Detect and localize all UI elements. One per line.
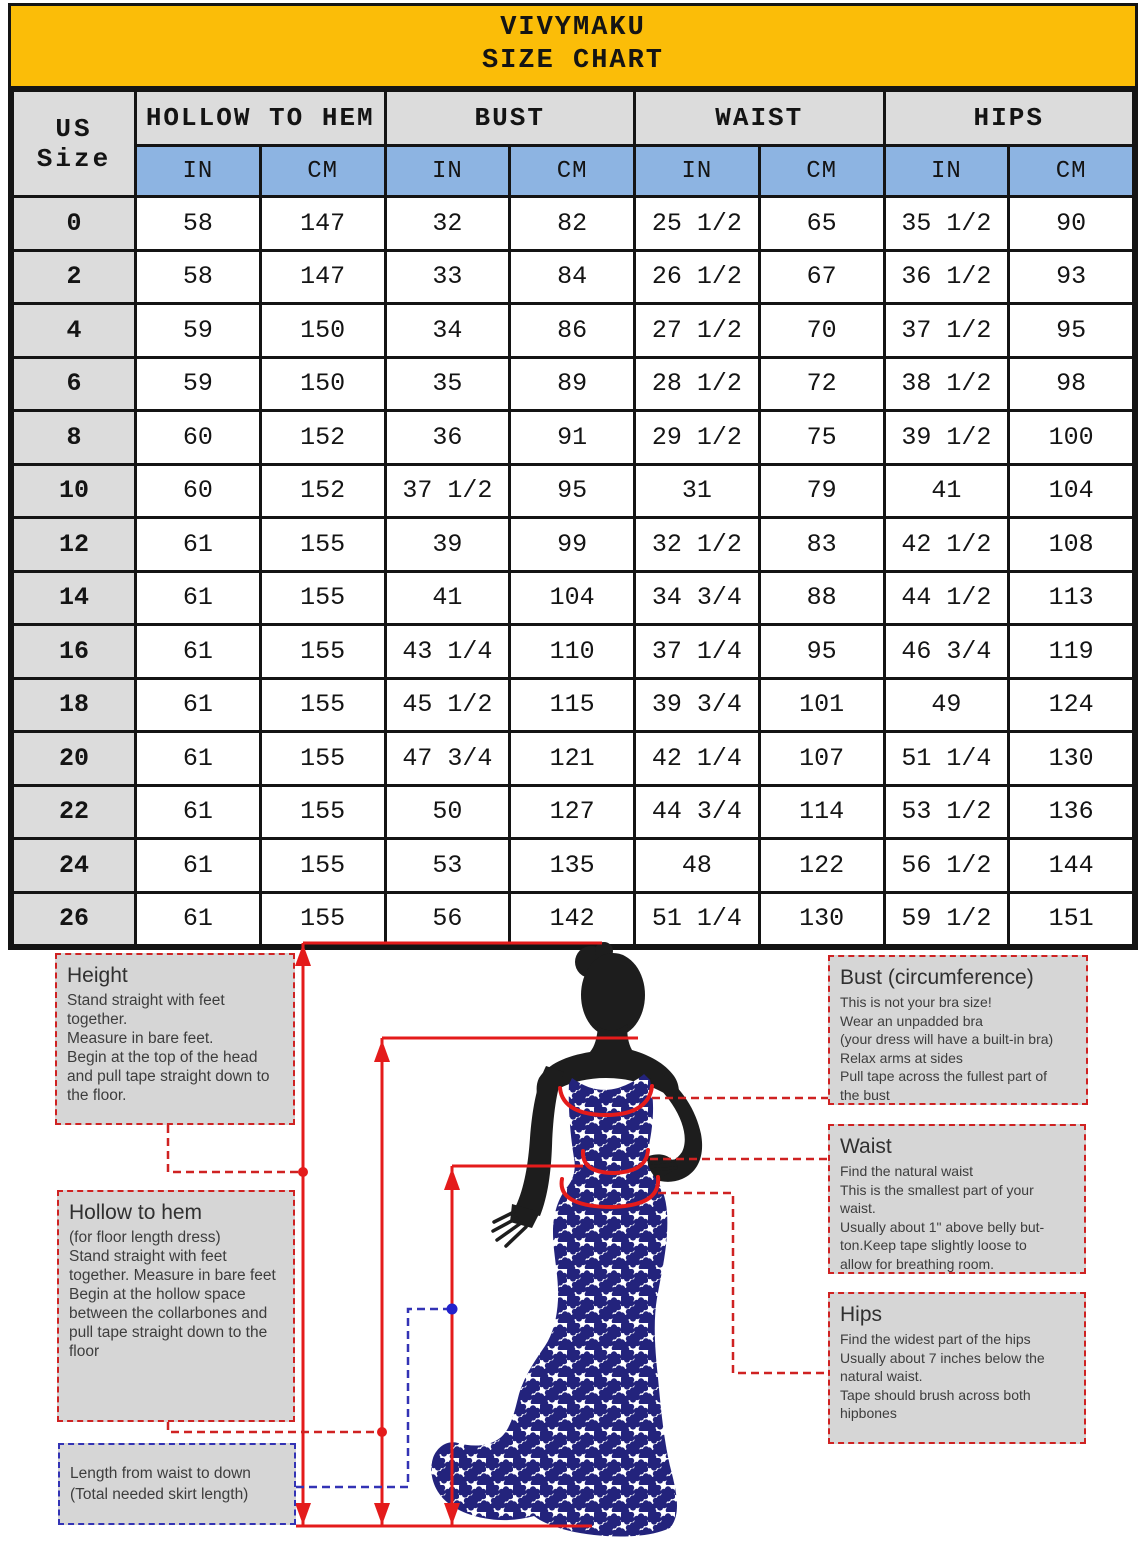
measurement-cell: 65 bbox=[759, 197, 884, 251]
measurement-cell: 135 bbox=[510, 839, 635, 893]
measurement-cell: 35 bbox=[385, 357, 510, 411]
measurement-cell: 58 bbox=[136, 250, 261, 304]
measurement-cell: 38 1/2 bbox=[884, 357, 1009, 411]
note-line: and pull tape straight down to bbox=[67, 1068, 270, 1085]
note-line: floor bbox=[69, 1343, 100, 1360]
note-line: between the collarbones and bbox=[69, 1305, 268, 1322]
measurement-cell: 130 bbox=[1009, 732, 1134, 786]
measurement-cell: 39 bbox=[385, 518, 510, 572]
measurement-cell: 36 1/2 bbox=[884, 250, 1009, 304]
us-size-cell: 14 bbox=[13, 571, 136, 625]
skirt-length-note-box bbox=[58, 1443, 296, 1525]
measurement-cell: 44 3/4 bbox=[635, 785, 760, 839]
measurement-cell: 151 bbox=[1009, 892, 1134, 946]
note-line: Measure in bare feet. bbox=[67, 1030, 214, 1047]
measurement-cell: 79 bbox=[759, 464, 884, 518]
group-header: WAIST bbox=[635, 91, 885, 146]
note-line: Usually about 7 inches below the bbox=[840, 1349, 1045, 1366]
height-note-box bbox=[55, 953, 295, 1125]
note-line: Stand straight with feet bbox=[69, 1248, 227, 1265]
us-size-cell: 6 bbox=[13, 357, 136, 411]
note-line: pull tape straight down to the bbox=[69, 1324, 268, 1341]
measurement-cell: 58 bbox=[136, 197, 261, 251]
note-line: Tape should brush across both bbox=[840, 1386, 1031, 1403]
measurement-cell: 56 bbox=[385, 892, 510, 946]
note-line: Pull tape across the fullest part of bbox=[840, 1068, 1047, 1084]
us-size-cell: 2 bbox=[13, 250, 136, 304]
measurement-cell: 33 bbox=[385, 250, 510, 304]
measurement-cell: 122 bbox=[759, 839, 884, 893]
measurement-cell: 48 bbox=[635, 839, 760, 893]
unit-header: IN bbox=[884, 146, 1009, 197]
measurement-cell: 121 bbox=[510, 732, 635, 786]
measurement-cell: 43 1/4 bbox=[385, 625, 510, 679]
measurement-cell: 99 bbox=[510, 518, 635, 572]
note-line: allow for breathing room. bbox=[840, 1255, 995, 1272]
measurement-cell: 84 bbox=[510, 250, 635, 304]
note-title: Height bbox=[67, 964, 128, 987]
us-size-cell: 4 bbox=[13, 304, 136, 358]
measurement-cell: 114 bbox=[759, 785, 884, 839]
measurement-cell: 155 bbox=[260, 625, 385, 679]
measurement-cell: 46 3/4 bbox=[884, 625, 1009, 679]
note-title: Hollow to hem bbox=[69, 1201, 203, 1224]
note-line: Wear an unpadded bra bbox=[840, 1012, 983, 1029]
note-title: Hips bbox=[840, 1303, 883, 1326]
us-size-cell: 12 bbox=[13, 518, 136, 572]
hips-note-box bbox=[828, 1292, 1086, 1444]
height-connector bbox=[168, 1125, 303, 1172]
group-header: HOLLOW TO HEM bbox=[136, 91, 386, 146]
measurement-cell: 100 bbox=[1009, 411, 1134, 465]
measurement-cell: 113 bbox=[1009, 571, 1134, 625]
arrowheads bbox=[295, 944, 460, 1525]
measurement-cell: 41 bbox=[884, 464, 1009, 518]
note-title: Waist bbox=[840, 1135, 892, 1158]
measurement-cell: 67 bbox=[759, 250, 884, 304]
measurement-cell: 61 bbox=[136, 785, 261, 839]
measurement-cell: 39 1/2 bbox=[884, 411, 1009, 465]
measurement-cell: 72 bbox=[759, 357, 884, 411]
measurement-cell: 29 1/2 bbox=[635, 411, 760, 465]
unit-header: CM bbox=[1009, 146, 1134, 197]
unit-header: IN bbox=[136, 146, 261, 197]
us-size-cell: 8 bbox=[13, 411, 136, 465]
measurement-cell: 49 bbox=[884, 678, 1009, 732]
hollow-to-hem-note-box bbox=[57, 1190, 295, 1422]
measurement-cell: 37 1/4 bbox=[635, 625, 760, 679]
hollow-connector bbox=[168, 1422, 382, 1432]
note-title: Bust (circumference) bbox=[840, 966, 1034, 989]
measurement-cell: 61 bbox=[136, 678, 261, 732]
us-size-cell: 24 bbox=[13, 839, 136, 893]
measurement-cell: 155 bbox=[260, 571, 385, 625]
bust-note-box bbox=[828, 955, 1088, 1105]
measurement-cell: 60 bbox=[136, 411, 261, 465]
measurement-cell: 90 bbox=[1009, 197, 1134, 251]
measurement-cell: 115 bbox=[510, 678, 635, 732]
measurement-cell: 93 bbox=[1009, 250, 1134, 304]
measurement-cell: 144 bbox=[1009, 839, 1134, 893]
hips-connector bbox=[658, 1193, 828, 1373]
measurement-cell: 31 bbox=[635, 464, 760, 518]
measurement-cell: 110 bbox=[510, 625, 635, 679]
dress-shape bbox=[431, 1074, 677, 1537]
measurement-cell: 53 1/2 bbox=[884, 785, 1009, 839]
unit-header: CM bbox=[759, 146, 884, 197]
measurement-cell: 95 bbox=[510, 464, 635, 518]
us-size-cell: 20 bbox=[13, 732, 136, 786]
note-line: Begin at the hollow space bbox=[69, 1286, 246, 1303]
us-size-cell: 10 bbox=[13, 464, 136, 518]
note-line: Begin at the top of the head bbox=[67, 1049, 258, 1066]
measurement-cell: 34 bbox=[385, 304, 510, 358]
measurement-cell: 42 1/4 bbox=[635, 732, 760, 786]
measurement-cell: 147 bbox=[260, 197, 385, 251]
measurement-cell: 91 bbox=[510, 411, 635, 465]
measurement-cell: 95 bbox=[759, 625, 884, 679]
note-line: This is not your bra size! bbox=[840, 994, 992, 1010]
measurement-cell: 70 bbox=[759, 304, 884, 358]
measurement-cell: 147 bbox=[260, 250, 385, 304]
measurement-cell: 130 bbox=[759, 892, 884, 946]
measurement-cell: 107 bbox=[759, 732, 884, 786]
us-size-cell: 0 bbox=[13, 197, 136, 251]
measurement-cell: 59 1/2 bbox=[884, 892, 1009, 946]
measurement-cell: 83 bbox=[759, 518, 884, 572]
measurement-cell: 28 1/2 bbox=[635, 357, 760, 411]
measurement-cell: 150 bbox=[260, 304, 385, 358]
waist-note-box bbox=[828, 1124, 1086, 1274]
measurement-cell: 56 1/2 bbox=[884, 839, 1009, 893]
corner-header: US Size bbox=[13, 91, 136, 197]
measurement-cell: 27 1/2 bbox=[635, 304, 760, 358]
note-line: Stand straight with feet bbox=[67, 992, 225, 1009]
measurement-cell: 86 bbox=[510, 304, 635, 358]
measurement-cell: 51 1/4 bbox=[884, 732, 1009, 786]
us-size-cell: 16 bbox=[13, 625, 136, 679]
note-line: waist. bbox=[840, 1200, 876, 1216]
note-line: the floor. bbox=[67, 1087, 127, 1104]
measurement-cell: 32 1/2 bbox=[635, 518, 760, 572]
measurement-cell: 119 bbox=[1009, 625, 1134, 679]
measurement-cell: 61 bbox=[136, 892, 261, 946]
measurement-cell: 60 bbox=[136, 464, 261, 518]
measurement-cell: 152 bbox=[260, 464, 385, 518]
chart-subtitle: SIZE CHART bbox=[481, 46, 665, 76]
note-line: (for floor length dress) bbox=[69, 1229, 221, 1246]
note-line: This is the smallest part of your bbox=[840, 1181, 1034, 1198]
note-line: Length from waist to down bbox=[70, 1465, 251, 1482]
unit-header: IN bbox=[385, 146, 510, 197]
measurement-cell: 32 bbox=[385, 197, 510, 251]
measurement-cell: 152 bbox=[260, 411, 385, 465]
measurement-cell: 59 bbox=[136, 357, 261, 411]
note-line: hipbones bbox=[840, 1405, 897, 1421]
connector-dots bbox=[298, 1167, 458, 1437]
note-line: (your dress will have a built-in bra) bbox=[840, 1031, 1054, 1047]
measurement-cell: 53 bbox=[385, 839, 510, 893]
measurement-cell: 61 bbox=[136, 625, 261, 679]
measurement-cell: 61 bbox=[136, 571, 261, 625]
measurement-cell: 50 bbox=[385, 785, 510, 839]
unit-header: IN bbox=[635, 146, 760, 197]
measurement-cell: 104 bbox=[510, 571, 635, 625]
measurement-cell: 42 1/2 bbox=[884, 518, 1009, 572]
measurement-cell: 127 bbox=[510, 785, 635, 839]
note-line: Usually about 1" above belly but- bbox=[840, 1218, 1045, 1235]
measurement-cell: 51 1/4 bbox=[635, 892, 760, 946]
measurement-cell: 37 1/2 bbox=[884, 304, 1009, 358]
measurement-cell: 142 bbox=[510, 892, 635, 946]
group-header: BUST bbox=[385, 91, 635, 146]
measurement-cell: 155 bbox=[260, 892, 385, 946]
measurement-cell: 37 1/2 bbox=[385, 464, 510, 518]
measurement-cell: 26 1/2 bbox=[635, 250, 760, 304]
measurement-cell: 88 bbox=[759, 571, 884, 625]
measurement-cell: 61 bbox=[136, 518, 261, 572]
measurement-cell: 35 1/2 bbox=[884, 197, 1009, 251]
measurement-cell: 45 1/2 bbox=[385, 678, 510, 732]
measurement-cell: 155 bbox=[260, 518, 385, 572]
measurement-cell: 36 bbox=[385, 411, 510, 465]
left-arm-shape bbox=[514, 1066, 564, 1216]
measurement-cell: 155 bbox=[260, 785, 385, 839]
measurement-cell: 34 3/4 bbox=[635, 571, 760, 625]
measurement-cell: 89 bbox=[510, 357, 635, 411]
measurement-cell: 59 bbox=[136, 304, 261, 358]
unit-header: CM bbox=[260, 146, 385, 197]
us-size-cell: 26 bbox=[13, 892, 136, 946]
note-line: ton.Keep tape slightly loose to bbox=[840, 1237, 1027, 1253]
us-size-cell: 18 bbox=[13, 678, 136, 732]
note-line: Find the natural waist bbox=[840, 1163, 974, 1179]
measurement-cell: 25 1/2 bbox=[635, 197, 760, 251]
measurement-cell: 150 bbox=[260, 357, 385, 411]
measurement-cell: 104 bbox=[1009, 464, 1134, 518]
measurement-cell: 75 bbox=[759, 411, 884, 465]
us-size-cell: 22 bbox=[13, 785, 136, 839]
note-line: the bust bbox=[840, 1086, 890, 1103]
note-line: (Total needed skirt length) bbox=[70, 1486, 249, 1503]
measurement-cell: 44 1/2 bbox=[884, 571, 1009, 625]
measurement-cell: 101 bbox=[759, 678, 884, 732]
skirt-length-connector bbox=[296, 1309, 449, 1487]
measurement-cell: 155 bbox=[260, 678, 385, 732]
note-line: natural waist. bbox=[840, 1368, 923, 1384]
measurement-cell: 98 bbox=[1009, 357, 1134, 411]
measurement-cell: 61 bbox=[136, 732, 261, 786]
unit-header: CM bbox=[510, 146, 635, 197]
note-line: together. Measure in bare feet bbox=[69, 1267, 276, 1284]
group-header: HIPS bbox=[884, 91, 1134, 146]
measurement-cell: 61 bbox=[136, 839, 261, 893]
measurement-cell: 155 bbox=[260, 732, 385, 786]
measurement-cell: 82 bbox=[510, 197, 635, 251]
measurement-cell: 155 bbox=[260, 839, 385, 893]
note-line: Find the widest part of the hips bbox=[840, 1331, 1031, 1347]
measurement-cell: 47 3/4 bbox=[385, 732, 510, 786]
measurement-cell: 124 bbox=[1009, 678, 1134, 732]
brand-title: VIVYMAKU bbox=[500, 13, 646, 43]
note-line: together. bbox=[67, 1011, 128, 1028]
note-line: Relax arms at sides bbox=[840, 1049, 963, 1066]
measurement-cell: 39 3/4 bbox=[635, 678, 760, 732]
measurement-cell: 136 bbox=[1009, 785, 1134, 839]
measurement-cell: 108 bbox=[1009, 518, 1134, 572]
measurement-cell: 95 bbox=[1009, 304, 1134, 358]
measurement-cell: 41 bbox=[385, 571, 510, 625]
